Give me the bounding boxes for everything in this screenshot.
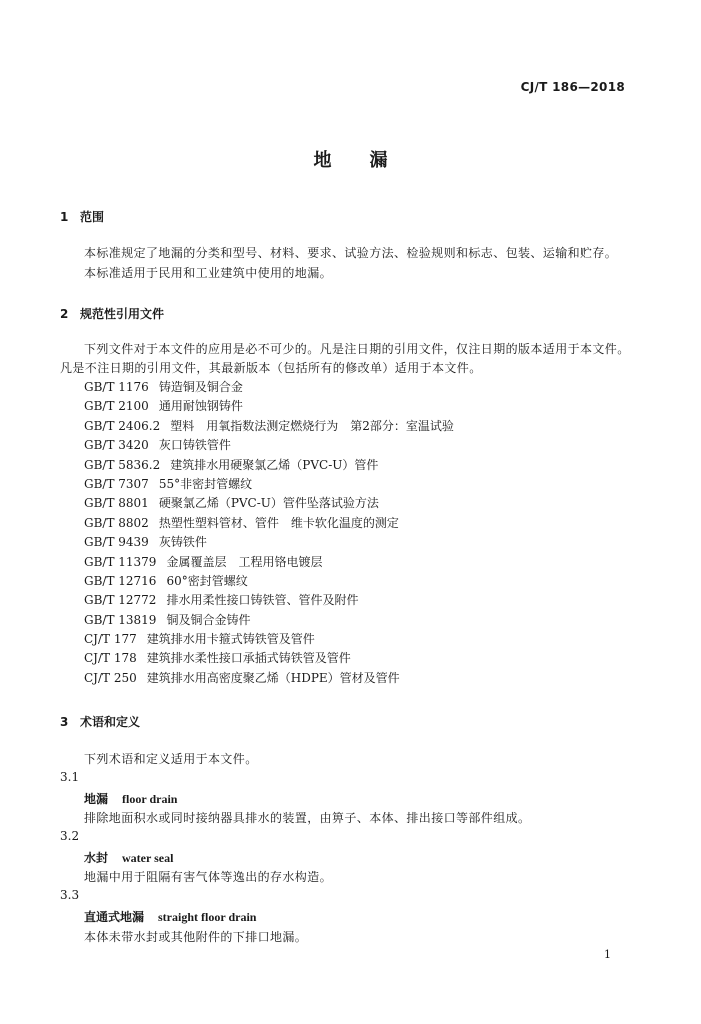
reference-title: 金属覆盖层 工程用铬电镀层: [166, 554, 323, 569]
reference-code: GB/T 8802: [84, 515, 149, 530]
reference-code: GB/T 3420: [84, 438, 149, 453]
scope-paragraph-1: 本标准规定了地漏的分类和型号、材料、要求、试验方法、检验规则和标志、包装、运输和贮存。: [84, 246, 618, 260]
section-3-heading: [60, 713, 140, 730]
reference-title: 建筑排水柔性接口承插式铸铁管及管件: [146, 651, 351, 666]
reference-title: 铜及铜合金铸件: [166, 612, 251, 627]
section-number: 3: [60, 715, 69, 729]
document-title: 地漏: [313, 150, 426, 171]
reference-item: [84, 611, 454, 630]
reference-item: [84, 630, 454, 649]
reference-code: GB/T 7307: [84, 476, 149, 491]
reference-item: [84, 669, 454, 688]
scope-paragraph-2: 本标准适用于民用和工业建筑中使用的地漏。: [84, 266, 333, 280]
reference-item: [84, 553, 454, 572]
term-entry: [84, 849, 173, 866]
section-1-heading: [60, 208, 104, 225]
reference-code: GB/T 9439: [84, 535, 149, 550]
reference-code: GB/T 11379: [84, 554, 157, 569]
reference-title: 灰口铸铁管件: [158, 438, 231, 453]
section-title: 术语和定义: [80, 715, 141, 729]
reference-item: [84, 572, 454, 591]
term-english: water seal: [122, 851, 174, 865]
reference-title: 通用耐蚀钢铸件: [158, 399, 243, 414]
reference-code: CJ/T 178: [84, 651, 137, 666]
reference-title: 塑料 用氧指数法测定燃烧行为 第2部分：室温试验: [170, 418, 454, 433]
reference-item: [84, 591, 454, 610]
clause-number: 3.2: [60, 829, 80, 843]
reference-code: GB/T 2100: [84, 399, 149, 414]
reference-title: 硬聚氯乙烯（PVC-U）管件坠落试验方法: [158, 496, 379, 511]
reference-code: CJ/T 177: [84, 632, 137, 647]
reference-code: GB/T 8801: [84, 496, 149, 511]
reference-item: [84, 649, 454, 668]
reference-title: 55°非密封管螺纹: [158, 476, 253, 491]
reference-item: [84, 494, 454, 513]
reference-code: GB/T 2406.2: [84, 418, 161, 433]
term-chinese: 直通式地漏: [84, 910, 145, 924]
term-entry: [84, 908, 256, 925]
clause-number: 3.3: [60, 888, 80, 902]
term-definition: 本体未带水封或其他附件的下排口地漏。: [84, 930, 308, 944]
standard-code: CJ/T 186—2018: [520, 80, 625, 94]
reference-item: [84, 397, 454, 416]
reference-title: 铸造铜及铜合金: [158, 380, 243, 394]
reference-code: GB/T 12772: [84, 593, 157, 608]
section-2-heading: [60, 305, 164, 322]
references-intro: 下列文件对于本文件的应用是必不可少的。凡是注日期的引用文件，仅注日期的版本适用于本文件。凡是不注日期的引用文件，其最新版本（包括所有的修改单）适用于本文件。: [60, 342, 630, 375]
reference-item: [84, 456, 454, 475]
reference-code: GB/T 13819: [84, 612, 157, 627]
reference-title: 灰铸铁件: [158, 535, 207, 550]
term-entry: [84, 790, 177, 807]
section-number: 2: [60, 307, 69, 321]
section-title: 规范性引用文件: [80, 307, 165, 321]
reference-code: GB/T 5836.2: [84, 457, 161, 472]
reference-list: [84, 378, 454, 688]
reference-item: [84, 475, 454, 494]
reference-code: GB/T 1176: [84, 380, 149, 394]
reference-item: [84, 436, 454, 455]
terms-intro: 下列术语和定义适用于本文件。: [84, 752, 258, 766]
reference-item: [84, 378, 454, 397]
section-title: 范围: [80, 210, 105, 224]
term-chinese: 地漏: [84, 792, 109, 806]
reference-title: 热塑性塑料管材、管件 维卡软化温度的测定: [158, 515, 399, 530]
reference-item: [84, 417, 454, 436]
reference-title: 排水用柔性接口铸铁管、管件及附件: [166, 593, 359, 608]
term-definition: 排除地面积水或同时接纳器具排水的装置，由箅子、本体、排出接口等部件组成。: [84, 811, 531, 825]
term-chinese: 水封: [84, 851, 109, 865]
reference-title: 建筑排水用硬聚氯乙烯（PVC-U）管件: [170, 457, 379, 472]
term-english: floor drain: [122, 792, 178, 806]
clause-number: 3.1: [60, 770, 80, 784]
reference-title: 建筑排水用卡箍式铸铁管及管件: [146, 632, 315, 647]
reference-title: 60°密封管螺纹: [166, 573, 248, 588]
term-english: straight floor drain: [158, 910, 257, 924]
reference-item: [84, 514, 454, 533]
reference-code: GB/T 12716: [84, 573, 157, 588]
section-number: 1: [60, 210, 69, 224]
reference-code: CJ/T 250: [84, 670, 137, 685]
page-number: 1: [604, 948, 611, 961]
term-definition: 地漏中用于阻隔有害气体等逸出的存水构造。: [84, 870, 333, 884]
reference-title: 建筑排水用高密度聚乙烯（HDPE）管材及管件: [146, 670, 400, 685]
reference-item: [84, 533, 454, 552]
